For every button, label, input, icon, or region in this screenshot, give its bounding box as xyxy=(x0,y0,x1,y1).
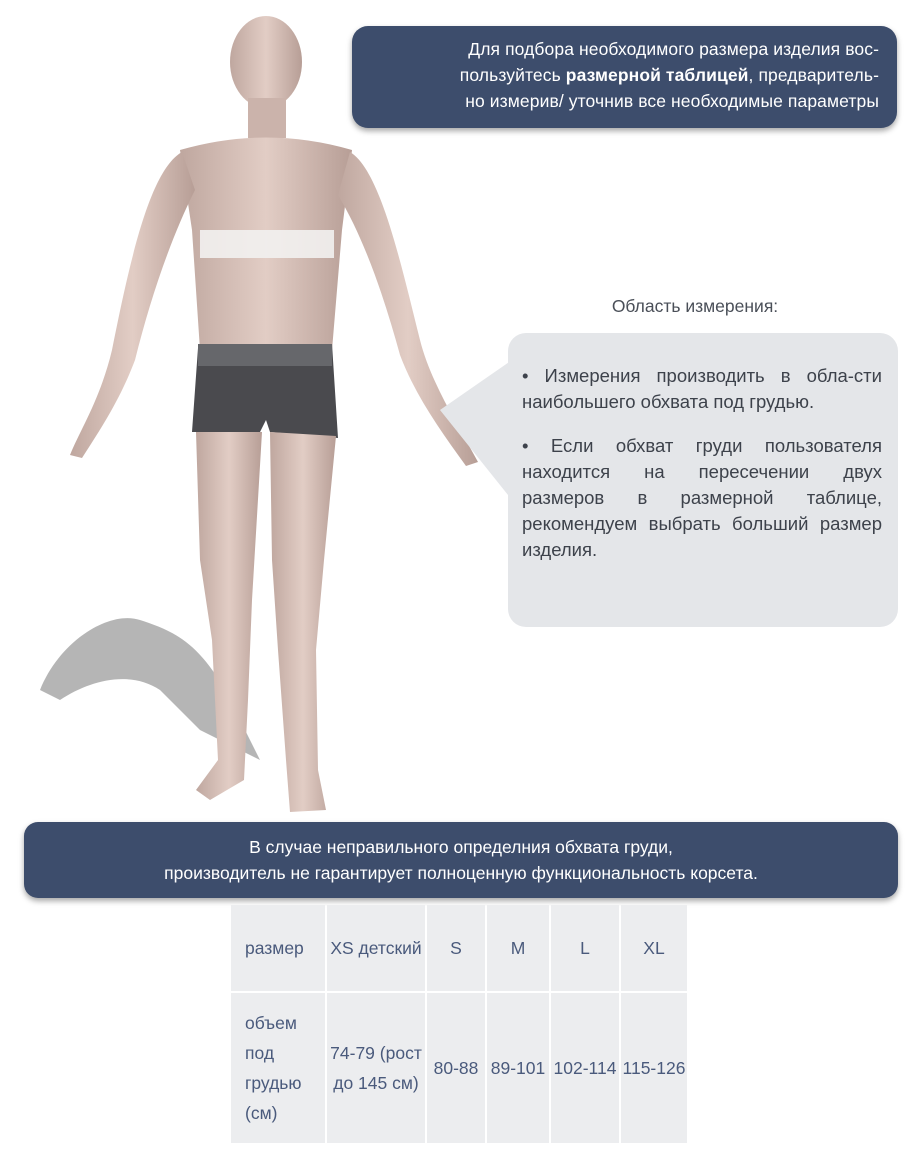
left-arm xyxy=(70,152,195,458)
instruction-bullet-2: • Если обхват груди пользователя находится на пересечении двух размеров в размерной таблице, рекомендуем выбрать больший размер изделия. xyxy=(522,435,882,560)
right-leg xyxy=(270,432,336,812)
notice-line-2: производитель не гарантирует полноценную функциональность корсета. xyxy=(164,863,758,883)
callout-line-2-bold: размерной таблицей xyxy=(565,65,749,85)
measurement-band xyxy=(200,230,334,258)
row-cell-m: 89-101 xyxy=(487,993,549,1143)
header-cell-m: M xyxy=(487,905,549,991)
callout-line-3: но измерив/ уточнив все необходимые параметры xyxy=(465,91,879,111)
table-row xyxy=(231,993,687,1143)
callout-line-1: Для подбора необходимого размера изделия вос- xyxy=(468,39,879,59)
size-selection-callout xyxy=(352,26,897,128)
row-cell-label: объем под грудью (см) xyxy=(231,993,325,1143)
callout-line-2-post: , предваритель- xyxy=(748,65,879,85)
callout-line-2-pre: пользуйтесь xyxy=(459,65,566,85)
header-cell-l: L xyxy=(551,905,619,991)
row-cell-xs: 74-79 (рост до 145 см) xyxy=(327,993,425,1143)
row-cell-l: 102-114 xyxy=(551,993,619,1143)
header-cell-xl: XL xyxy=(621,905,687,991)
head xyxy=(230,16,302,108)
notice-line-1: В случае неправильного определния обхвата груди, xyxy=(249,837,673,857)
instruction-bullet-1: • Измерения производить в обла-сти наибольшего обхвата под грудью. xyxy=(522,365,882,412)
measure-instructions-callout xyxy=(508,333,898,627)
size-table xyxy=(229,903,689,1145)
callout-line-2 xyxy=(370,62,879,88)
row-cell-xl: 115-126 xyxy=(621,993,687,1143)
header-cell-s: S xyxy=(427,905,485,991)
table-header-row xyxy=(231,905,687,991)
measure-area-title: Область измерения: xyxy=(611,296,779,316)
header-cell-xs: XS детский xyxy=(327,905,425,991)
header-cell-size: размер xyxy=(231,905,325,991)
warning-notice xyxy=(24,822,898,898)
row-cell-s: 80-88 xyxy=(427,993,485,1143)
